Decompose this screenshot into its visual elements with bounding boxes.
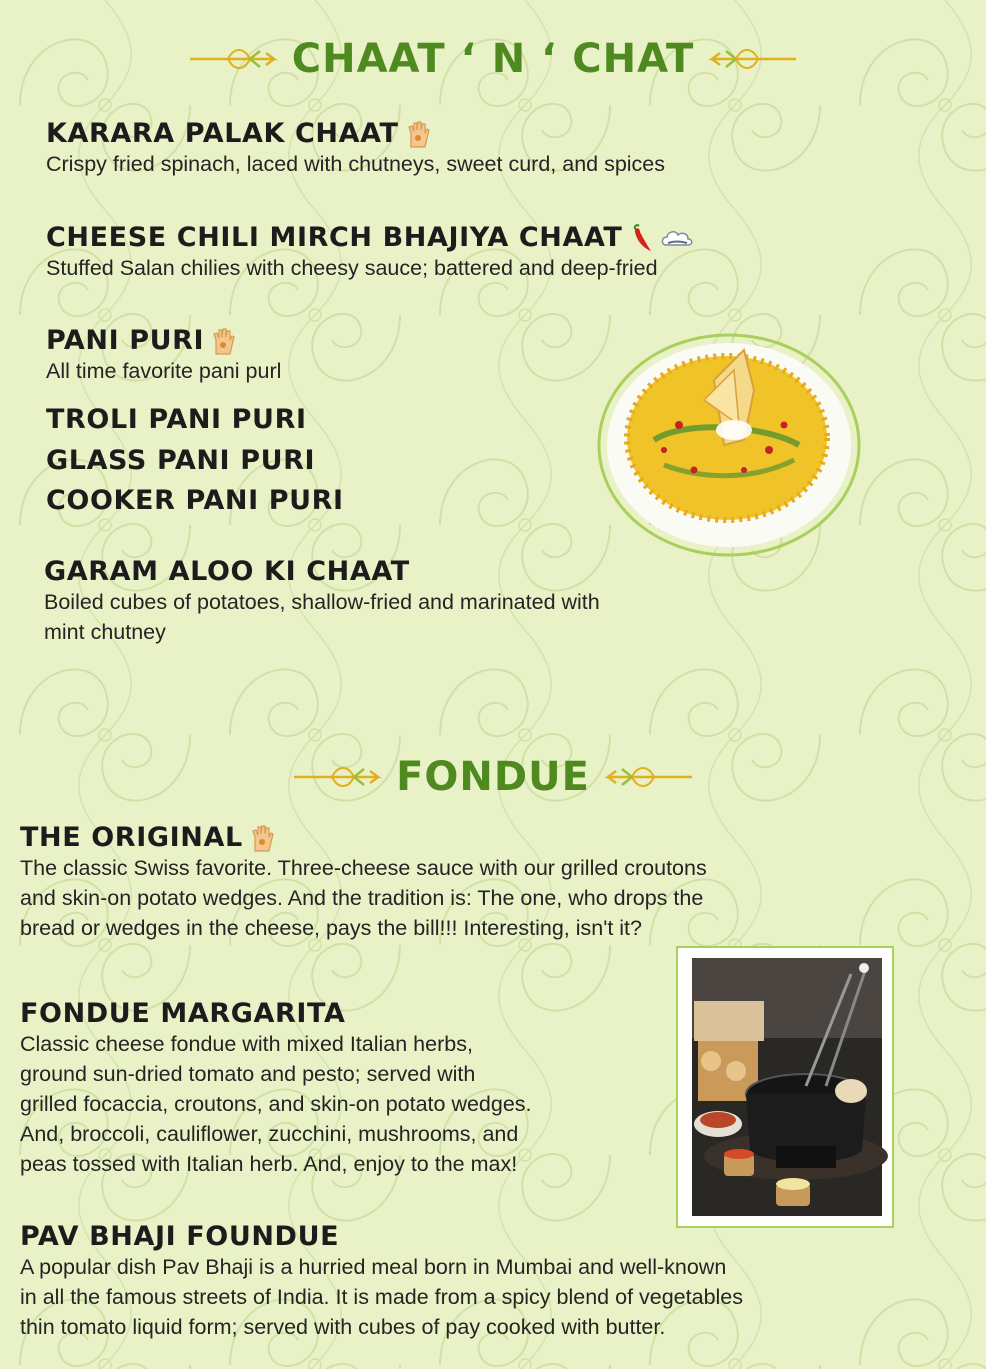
menu-item	[46, 404, 307, 435]
cloud-icon	[660, 223, 694, 253]
item-name: CHEESE CHILI MIRCH BHAJIYA CHAAT	[46, 222, 623, 253]
jain-hand-icon	[249, 823, 275, 853]
menu-item	[46, 222, 694, 283]
arrow-ornament-left-icon	[188, 41, 278, 77]
item-name: GARAM ALOO KI CHAAT	[44, 556, 410, 587]
menu-item	[46, 325, 281, 386]
section-title-chaat: CHAAT ‘ N ‘ CHAT	[291, 36, 695, 82]
item-description: All time favorite pani purl	[46, 359, 282, 383]
item-description-line: Classic cheese fondue with mixed Italian herbs,	[20, 1032, 473, 1056]
item-description-line: Boiled cubes of potatoes, shallow-fried and marinated with	[44, 590, 600, 614]
arrow-ornament-right-icon	[708, 41, 798, 77]
menu-item	[20, 1221, 960, 1342]
item-description-line: in all the famous streets of India. It is made from a spicy blend of vegetables	[20, 1285, 744, 1309]
fondue-pot-photo	[676, 946, 894, 1228]
arrow-ornament-right-icon	[604, 759, 694, 795]
item-name: THE ORIGINAL	[20, 822, 243, 853]
menu-item	[44, 556, 600, 647]
arrow-ornament-left-icon	[292, 759, 382, 795]
item-description: Stuffed Salan chilies with cheesy sauce; battered and deep-fried	[46, 256, 658, 280]
item-description-line: A popular dish Pav Bhaji is a hurried meal born in Mumbai and well-known	[20, 1255, 727, 1279]
item-name: PANI PURI	[46, 325, 205, 356]
item-description-line: and skin-on potato wedges. And the tradition is: The one, who drops the	[20, 886, 704, 910]
item-description-line: grilled focaccia, croutons, and skin-on potato wedges.	[20, 1092, 532, 1116]
chaat-dish-photo	[594, 330, 864, 560]
item-description: Crispy fried spinach, laced with chutneys, sweet curd, and spices	[46, 152, 666, 176]
item-name: FONDUE MARGARITA	[20, 998, 346, 1029]
menu-item	[46, 485, 344, 516]
menu-item	[46, 118, 665, 179]
menu-item	[46, 445, 315, 476]
item-name: GLASS PANI PURI	[46, 445, 316, 476]
section-title-fondue: FONDUE	[396, 754, 590, 800]
item-description-line: ground sun-dried tomato and pesto; served with	[20, 1062, 476, 1086]
item-name: COOKER PANI PURI	[46, 485, 344, 516]
menu-item	[20, 822, 940, 943]
item-description-line: And, broccoli, cauliflower, zucchini, mushrooms, and	[20, 1122, 519, 1146]
item-name: KARARA PALAK CHAAT	[46, 118, 399, 149]
menu-item	[20, 998, 670, 1179]
section-header-chaat	[0, 36, 986, 82]
item-name: PAV BHAJI FOUNDUE	[20, 1221, 340, 1252]
red-chili-icon	[628, 223, 654, 253]
jain-hand-icon	[210, 326, 236, 356]
item-description-line: The classic Swiss favorite. Three-cheese sauce with our grilled croutons	[20, 856, 707, 880]
jain-hand-icon	[405, 119, 431, 149]
item-name: TROLI PANI PURI	[46, 404, 307, 435]
item-description-line: thin tomato liquid form; served with cubes of pay cooked with butter.	[20, 1315, 666, 1339]
item-description-line: bread or wedges in the cheese, pays the bill!!! Interesting, isn't it?	[20, 916, 642, 940]
item-description-line: peas tossed with Italian herb. And, enjoy to the max!	[20, 1152, 518, 1176]
section-header-fondue	[0, 754, 986, 800]
item-description-line: mint chutney	[44, 620, 166, 644]
